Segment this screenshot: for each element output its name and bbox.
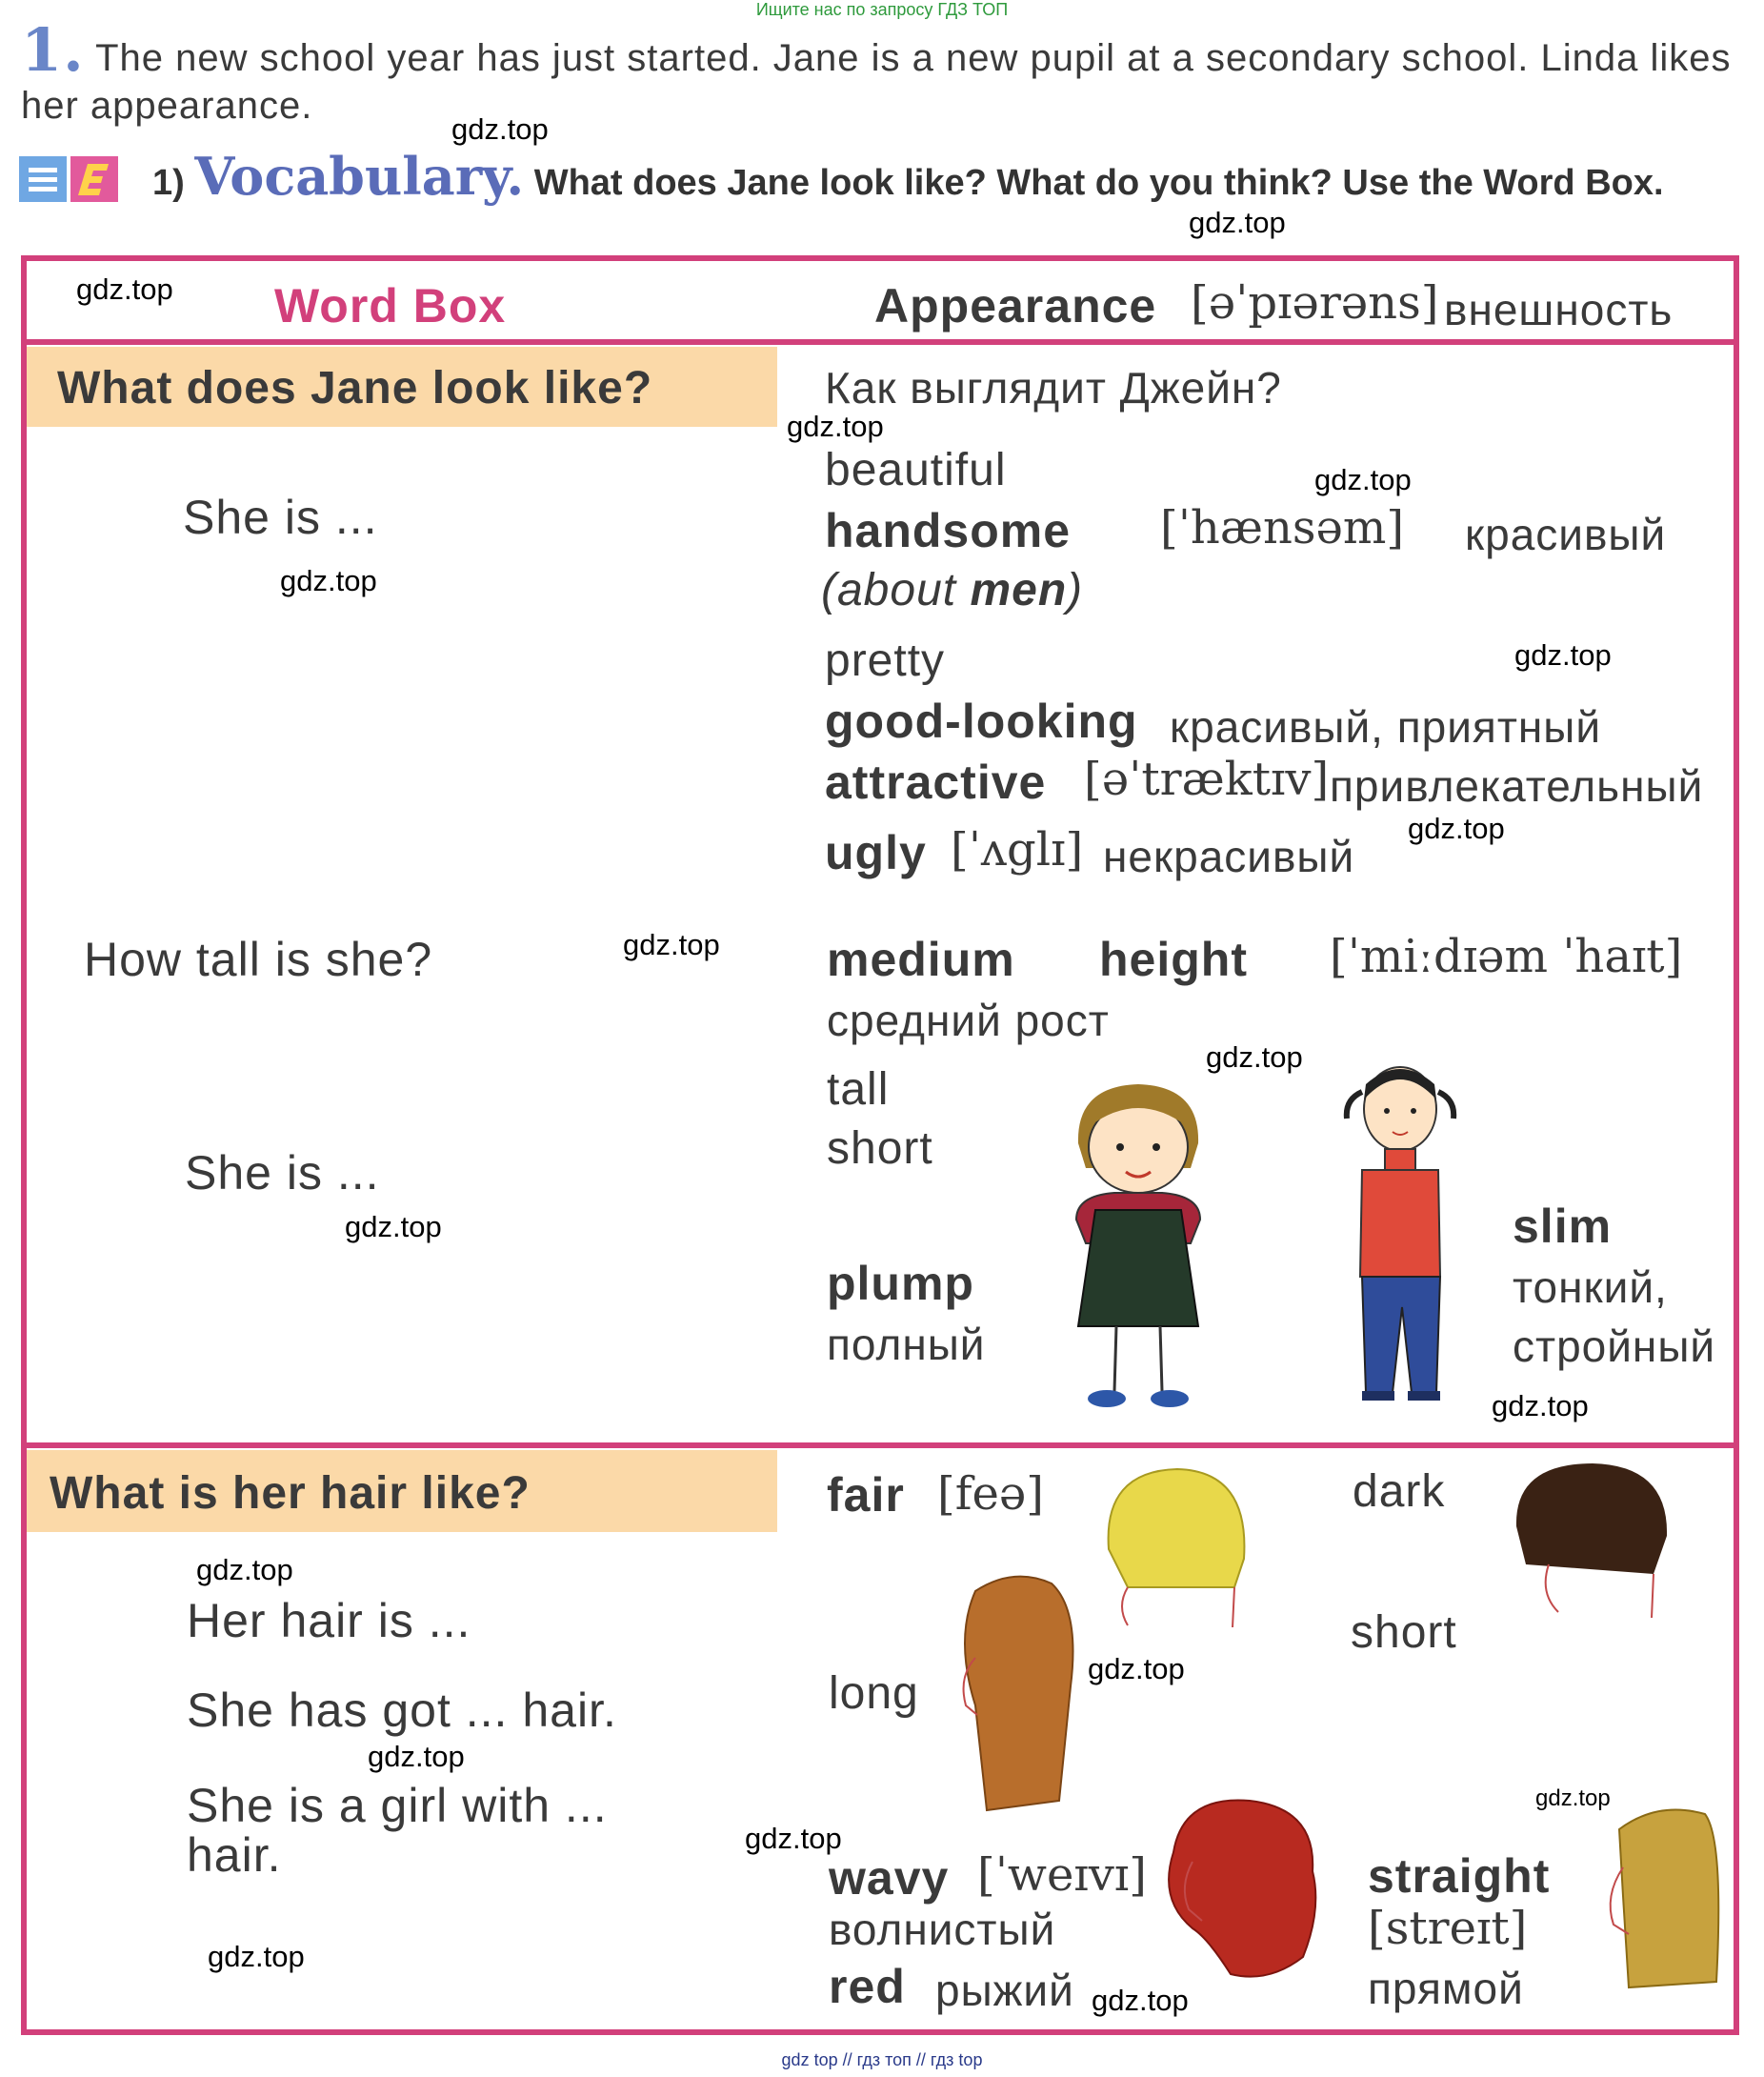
watermark: gdz.top [1092, 1984, 1189, 2017]
word-dark: dark [1353, 1466, 1446, 1517]
question-look-like: What does Jane look like? [57, 363, 653, 413]
watermark: gdz.top [1088, 1652, 1185, 1685]
word-straight-phonetic: [streɪt] [1368, 1902, 1528, 1955]
word-good-looking-ru: красивый, приятный [1170, 702, 1602, 752]
word-slim-ru-1: тонкий, [1513, 1262, 1668, 1312]
exercise-number: 1. [21, 15, 85, 85]
watermark: gdz.top [787, 410, 884, 443]
word-handsome-phonetic: [ˈhænsəm] [1160, 501, 1405, 555]
exercise-intro [21, 15, 1745, 130]
word-pretty: pretty [825, 635, 946, 686]
appearance-word: Appearance [874, 279, 1157, 333]
watermark: gdz.top [1535, 1785, 1611, 1811]
straight-hair-illustration [1591, 1801, 1724, 1991]
word-ugly-ru: некрасивый [1103, 832, 1355, 881]
appearance-translation: внешность [1444, 285, 1674, 334]
prompt-she-is-2: She is ... [185, 1146, 380, 1200]
plump-girl-illustration [1057, 1077, 1219, 1420]
word-long: long [829, 1668, 919, 1719]
word-attractive-ru: привлекательный [1330, 761, 1704, 811]
task-instruction [152, 146, 1753, 207]
watermark: gdz.top [451, 112, 549, 146]
task-number: 1) [152, 163, 185, 203]
question-hair-like: What is her hair like? [50, 1468, 531, 1519]
word-box-title: Word Box [274, 279, 507, 333]
watermark: gdz.top [1206, 1040, 1303, 1074]
prompt-girl-with: She is a girl with ... [187, 1779, 608, 1832]
word-plump-ru: полный [827, 1320, 986, 1369]
watermark: gdz.top [745, 1822, 842, 1855]
word-short-height: short [827, 1123, 933, 1174]
word-straight-ru: прямой [1368, 1964, 1524, 2013]
word-medium-height-ru: средний рост [827, 996, 1110, 1045]
word-ugly: ugly [825, 826, 927, 879]
word-handsome: handsome [825, 504, 1072, 557]
dark-short-hair-illustration [1511, 1460, 1673, 1622]
word-medium: medium [827, 933, 1015, 986]
word-box-header-divider [21, 339, 1739, 345]
word-slim: slim [1513, 1200, 1613, 1253]
task-text: What does Jane look like? What do you think? Use the Word Box. [533, 163, 1664, 203]
slim-girl-illustration [1333, 1050, 1467, 1412]
note-about: (about [821, 565, 971, 615]
word-good-looking: good-looking [825, 695, 1138, 748]
wavy-red-hair-illustration [1154, 1795, 1326, 1986]
word-beautiful: beautiful [825, 445, 1007, 495]
watermark: gdz.top [1492, 1389, 1589, 1422]
word-handsome-note [821, 564, 1083, 616]
watermark: gdz.top [196, 1553, 293, 1586]
note-men: men [970, 565, 1068, 615]
source-note-top: Ищите нас по запросу ГДЗ ТОП [755, 0, 1009, 19]
word-short-hair: short [1351, 1607, 1457, 1658]
word-wavy-ru: волнистый [829, 1905, 1056, 1954]
word-attractive-phonetic: [əˈtræktɪv] [1084, 753, 1330, 806]
watermark: gdz.top [1314, 463, 1412, 496]
section-divider [21, 1442, 1739, 1448]
word-fair-phonetic: [feə] [937, 1467, 1045, 1521]
prompt-her-hair-is: Her hair is ... [187, 1594, 471, 1647]
word-medium-height-phonetic: [ˈmiːdɪəm ˈhaɪt] [1330, 930, 1683, 983]
fair-short-hair-illustration [1099, 1463, 1252, 1635]
watermark: gdz.top [1514, 638, 1612, 672]
long-hair-illustration [937, 1572, 1080, 1820]
appearance-phonetic: [əˈpɪərəns] [1191, 276, 1439, 330]
watermark: gdz.top [345, 1210, 442, 1243]
list-icon [19, 156, 67, 202]
watermark: gdz.top [1408, 812, 1505, 845]
prompt-she-is-1: She is ... [183, 491, 378, 544]
letter-e-icon [70, 156, 118, 202]
intro-text: The new school year has just started. Jane is a new pupil at a secondary school. Linda likes her appearance. [21, 37, 1732, 127]
word-wavy-phonetic: [ˈweɪvɪ] [977, 1848, 1147, 1902]
word-slim-ru-2: стройный [1513, 1321, 1716, 1371]
word-wavy: wavy [829, 1851, 950, 1905]
watermark: gdz.top [280, 564, 377, 597]
watermark: gdz.top [1189, 206, 1286, 239]
word-red-ru: рыжий [935, 1966, 1074, 2015]
word-handsome-ru: красивый [1465, 510, 1667, 559]
question-look-like-ru: Как выглядит Джейн? [825, 363, 1282, 413]
word-height: height [1099, 933, 1248, 986]
word-tall: tall [827, 1064, 890, 1115]
question-how-tall: How tall is she? [84, 933, 433, 986]
watermark: gdz.top [623, 928, 720, 961]
watermark: gdz.top [76, 272, 173, 306]
note-close: ) [1067, 565, 1084, 615]
prompt-hair: hair. [187, 1828, 282, 1882]
watermark: gdz.top [368, 1740, 465, 1773]
prompt-she-has-got: She has got ... hair. [187, 1684, 617, 1737]
watermark: gdz.top [208, 1940, 305, 1973]
word-straight: straight [1368, 1849, 1551, 1903]
word-red: red [829, 1960, 906, 2013]
source-note-bottom: gdz top // гдз топ // гдз top [781, 2050, 983, 2069]
word-plump: plump [827, 1257, 974, 1310]
word-ugly-phonetic: [ˈʌglɪ] [951, 823, 1084, 877]
word-fair: fair [827, 1468, 905, 1522]
word-attractive: attractive [825, 756, 1047, 809]
task-title: Vocabulary. [194, 146, 525, 207]
